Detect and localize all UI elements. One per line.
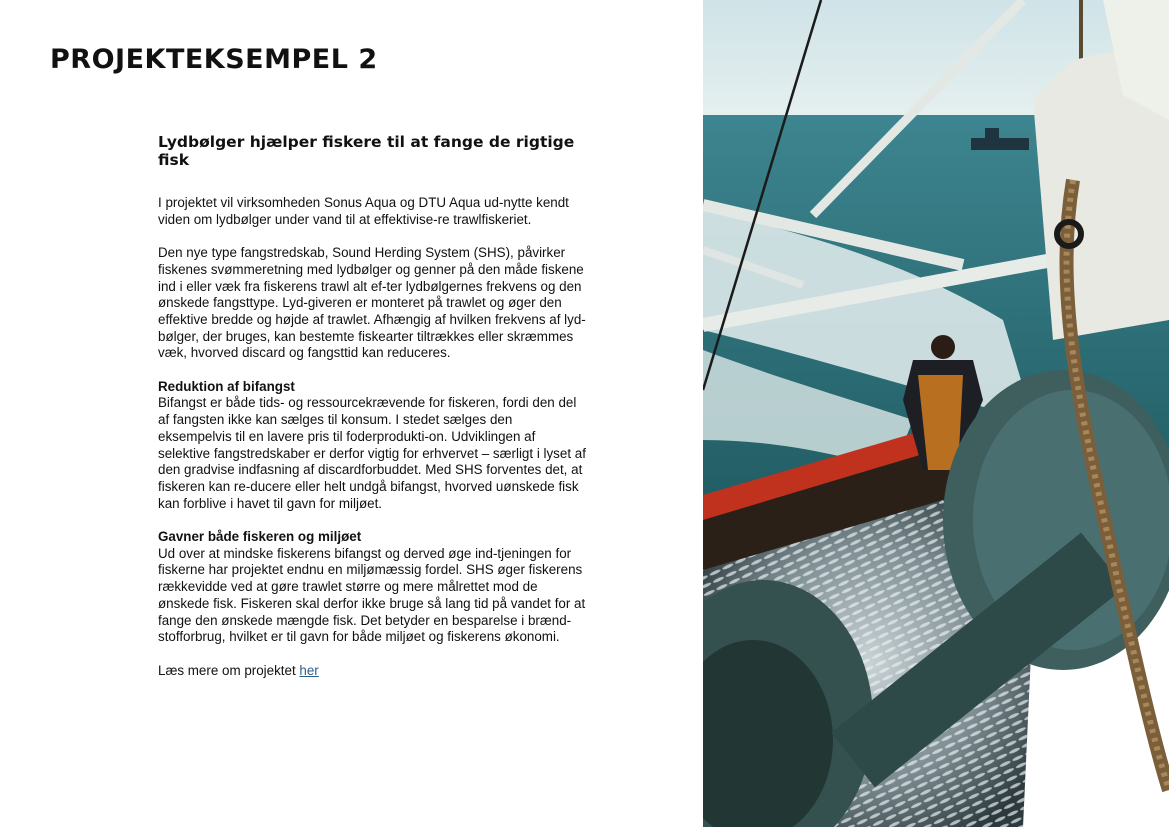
article-title: Lydbølger hjælper fiskere til at fange de rigtige fisk <box>158 133 575 169</box>
read-more-text: Læs mere om projektet <box>158 662 300 678</box>
environment-heading: Gavner både fiskeren og miljøet <box>158 529 362 545</box>
environment-section <box>158 529 588 646</box>
page-heading: PROJEKTEKSEMPEL 2 <box>50 44 378 75</box>
environment-body: Ud over at mindske fiskerens bifangst og derved øge ind-tjeningen for fiskerne har projektet endnu en miljømæssig fordel. SHS øger fiskerens rækkevidde ved at gøre trawlet større og mere målrettet mod de ønskede fisk. Fiskeren skal derfor ikke bruge så lang tid på vandet for at fange den ønskede mængde fisk. Det betyder en besparelse i brænd-stofforbrug, hvilket er til gavn for både miljøet og fiskerens økonomi. <box>158 545 586 645</box>
article <box>158 133 588 679</box>
fishing-boat-photo <box>703 0 1169 827</box>
bycatch-heading: Reduktion af bifangst <box>158 378 295 394</box>
intro-paragraph: I projektet vil virksomheden Sonus Aqua og DTU Aqua ud-nytte kendt viden om lydbølger under vand til at effektivise-re trawlfiskeriet. <box>158 195 569 227</box>
bycatch-section <box>158 379 588 513</box>
bycatch-body: Bifangst er både tids- og ressourcekrævende for fiskeren, fordi den del af fangsten ikke kan sælges til konsum. I stedet sælges den eksempelvis til en lavere pris til foderprodukti-on. Udviklingen af selektive fangstredskaber er derfor vigtig for erhvervet – særligt i lyset af den gradvise indfasning af discardforbuddet. Med SHS forventes det, at fiskeren kan re-ducere eller helt undgå bifangst, hvorved uønskede fisk kan forblive i havet til gavn for miljøet. <box>158 395 586 511</box>
project-link[interactable]: her <box>299 662 319 678</box>
read-more <box>158 663 588 680</box>
shs-paragraph: Den nye type fangstredskab, Sound Herding System (SHS), påvirker fiskenes svømmeretning med lydbølger og genner på den måde fiskene ind i eller væk fra fiskerens trawl alt ef-ter lydbølgernes frekvens og den ønskede fangsttype. Lyd-giveren er monteret på trawlet og øger den effektive bredde og højde af trawlet. Afhængig af hvilken frekvens af lyd-bølger, der bruges, kan bestemte fiskearter tiltrækkes eller skræmmes væk, hvorved discard og fangsttid kan reduceres. <box>158 245 586 361</box>
